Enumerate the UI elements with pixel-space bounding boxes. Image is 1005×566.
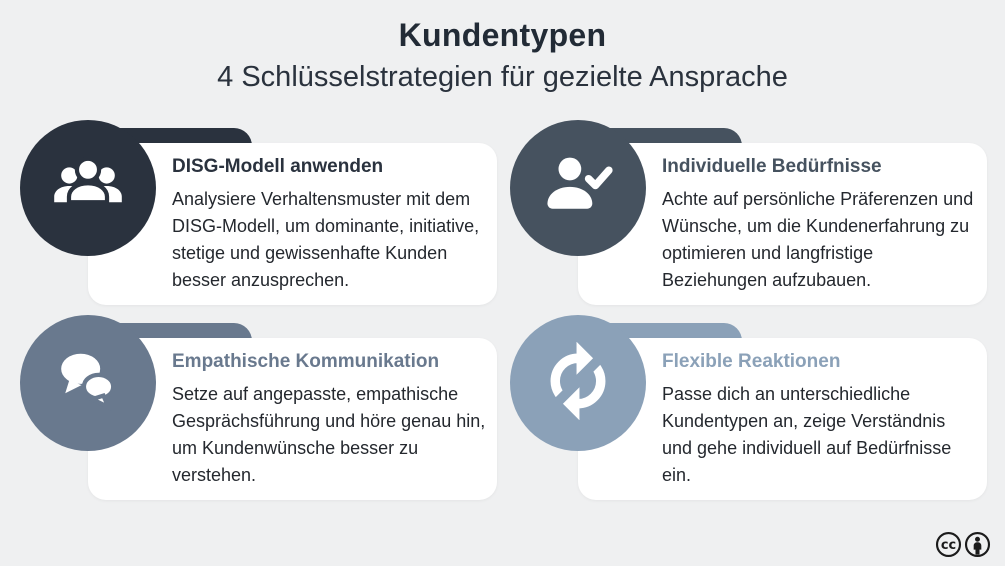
page-title: Kundentypen	[398, 17, 607, 53]
strategy-card-empathische-kommunikation	[20, 315, 498, 505]
cc-license-icon	[935, 531, 962, 558]
card-title: Flexible Reaktionen	[662, 351, 841, 372]
person-check-icon	[539, 147, 617, 230]
strategy-card-flexible-reaktionen	[510, 315, 988, 505]
accent-circle	[510, 120, 646, 256]
card-title: Empathische Kommunikation	[172, 351, 440, 372]
card-title: DISG-Modell anwenden	[172, 156, 384, 177]
page-subtitle: 4 Schlüsselstrategien für gezielte Ansprache	[217, 61, 788, 93]
svg-text:cc: cc	[940, 537, 957, 553]
sync-icon	[539, 342, 617, 425]
card-description: Passe dich an unterschiedliche Kundentypen an, zeige Verständnis und gehe individuell auf Bedürfnisse ein.	[662, 384, 952, 485]
accent-circle	[20, 120, 156, 256]
strategy-card-disg-modell	[20, 120, 498, 310]
card-description: Analysiere Verhaltensmuster mit dem DISG-Modell, um dominante, initiative, stetige und gewissenhafte Kunden besser anzusprechen.	[172, 189, 480, 290]
speech-bubbles-icon	[49, 342, 127, 425]
strategy-card-individuelle-beduerfnisse	[510, 120, 988, 310]
card-description: Achte auf persönliche Präferenzen und Wünsche, um die Kundenerfahrung zu optimieren und langfristige Beziehungen aufzubauen.	[662, 189, 974, 290]
group-icon	[49, 147, 127, 230]
accent-circle	[510, 315, 646, 451]
card-title: Individuelle Bedürfnisse	[662, 156, 882, 177]
cc-attribution-icon	[964, 531, 991, 558]
card-description: Setze auf angepasste, empathische Gesprächsführung und höre genau hin, um Kundenwünsche besser zu verstehen.	[172, 384, 486, 485]
header	[0, 0, 1005, 94]
cc-license-badges	[935, 531, 991, 558]
accent-circle	[20, 315, 156, 451]
